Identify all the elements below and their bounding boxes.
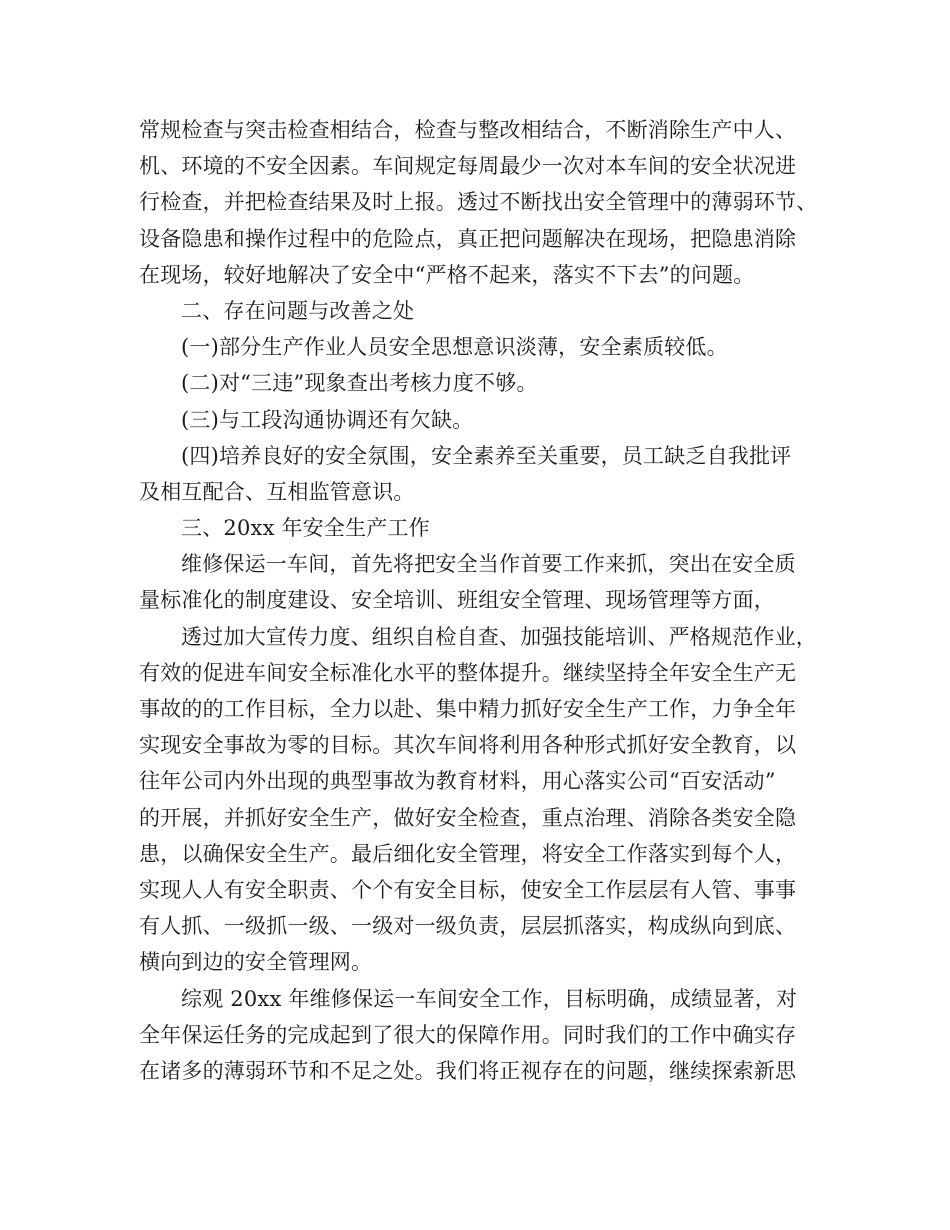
text-line: 三、20xx 年安全生产工作 bbox=[181, 516, 430, 541]
text-line: 往年公司内外出现的典型事故为教育材料，用心落实公司“百安活动” bbox=[139, 769, 776, 794]
text-line: 综观 20xx 年维修保运一车间安全工作，目标明确，成绩显著，对 bbox=[181, 986, 798, 1011]
text-line: (一)部分生产作业人员安全思想意识淡薄，安全素质较低。 bbox=[181, 335, 728, 360]
text-line: 有人抓、一级抓一级、一级对一级负责，层层抓落实，构成纵向到底、 bbox=[139, 914, 797, 939]
text-line: 全年保运任务的完成起到了很大的保障作用。同时我们的工作中确实存 bbox=[139, 1022, 797, 1047]
text-line: 二、存在问题与改善之处 bbox=[181, 298, 415, 323]
text-line: 常规检查与突击检查相结合，检查与整改相结合，不断消除生产中人、 bbox=[139, 118, 797, 142]
document-body bbox=[139, 112, 819, 1089]
text-line: 行检查，并把检查结果及时上报。透过不断找出安全管理中的薄弱环节、 bbox=[139, 190, 818, 215]
text-line: 维修保运一车间，首先将把安全当作首要工作来抓，突出在安全质 bbox=[181, 552, 796, 577]
text-line: (三)与工段沟通协调还有欠缺。 bbox=[181, 407, 474, 432]
text-line: 在现场，较好地解决了安全中“严格不起来，落实不下去”的问题。 bbox=[139, 262, 755, 287]
text-line: 有效的促进车间安全标准化水平的整体提升。继续坚持全年安全生产无 bbox=[139, 660, 797, 685]
text-line: 透过加大宣传力度、组织自检自查、加强技能培训、严格规范作业， bbox=[181, 624, 817, 649]
text-line: 在诸多的薄弱环节和不足之处。我们将正视存在的问题，继续探索新思 bbox=[139, 1058, 797, 1083]
text-line: 及相互配合、互相监管意识。 bbox=[139, 479, 415, 504]
text-line: 量标准化的制度建设、安全培训、班组安全管理、现场管理等方面， bbox=[139, 588, 775, 613]
text-line: 机、环境的不安全因素。车间规定每周最少一次对本车间的安全状况进 bbox=[139, 154, 797, 179]
text-line: (二)对“三违”现象查出考核力度不够。 bbox=[181, 371, 538, 396]
text-line: 实现安全事故为零的目标。其次车间将利用各种形式抓好安全教育，以 bbox=[139, 733, 797, 758]
text-line: 实现人人有安全职责、个个有安全目标，使安全工作层层有人管、事事 bbox=[139, 877, 797, 902]
text-line: 横向到边的安全管理网。 bbox=[139, 950, 373, 975]
text-line: 患，以确保安全生产。最后细化安全管理，将安全工作落实到每个人， bbox=[139, 841, 797, 866]
text-line: (四)培养良好的安全氛围，安全素养至关重要，员工缺乏自我批评 bbox=[181, 443, 792, 468]
text-line: 的开展，并抓好安全生产，做好安全检查，重点治理、消除各类安全隐 bbox=[139, 805, 797, 830]
text-line: 设备隐患和操作过程中的危险点，真正把问题解决在现场，把隐患消除 bbox=[139, 226, 797, 251]
text-line: 事故的的工作目标，全力以赴、集中精力抓好安全生产工作，力争全年 bbox=[139, 697, 797, 721]
